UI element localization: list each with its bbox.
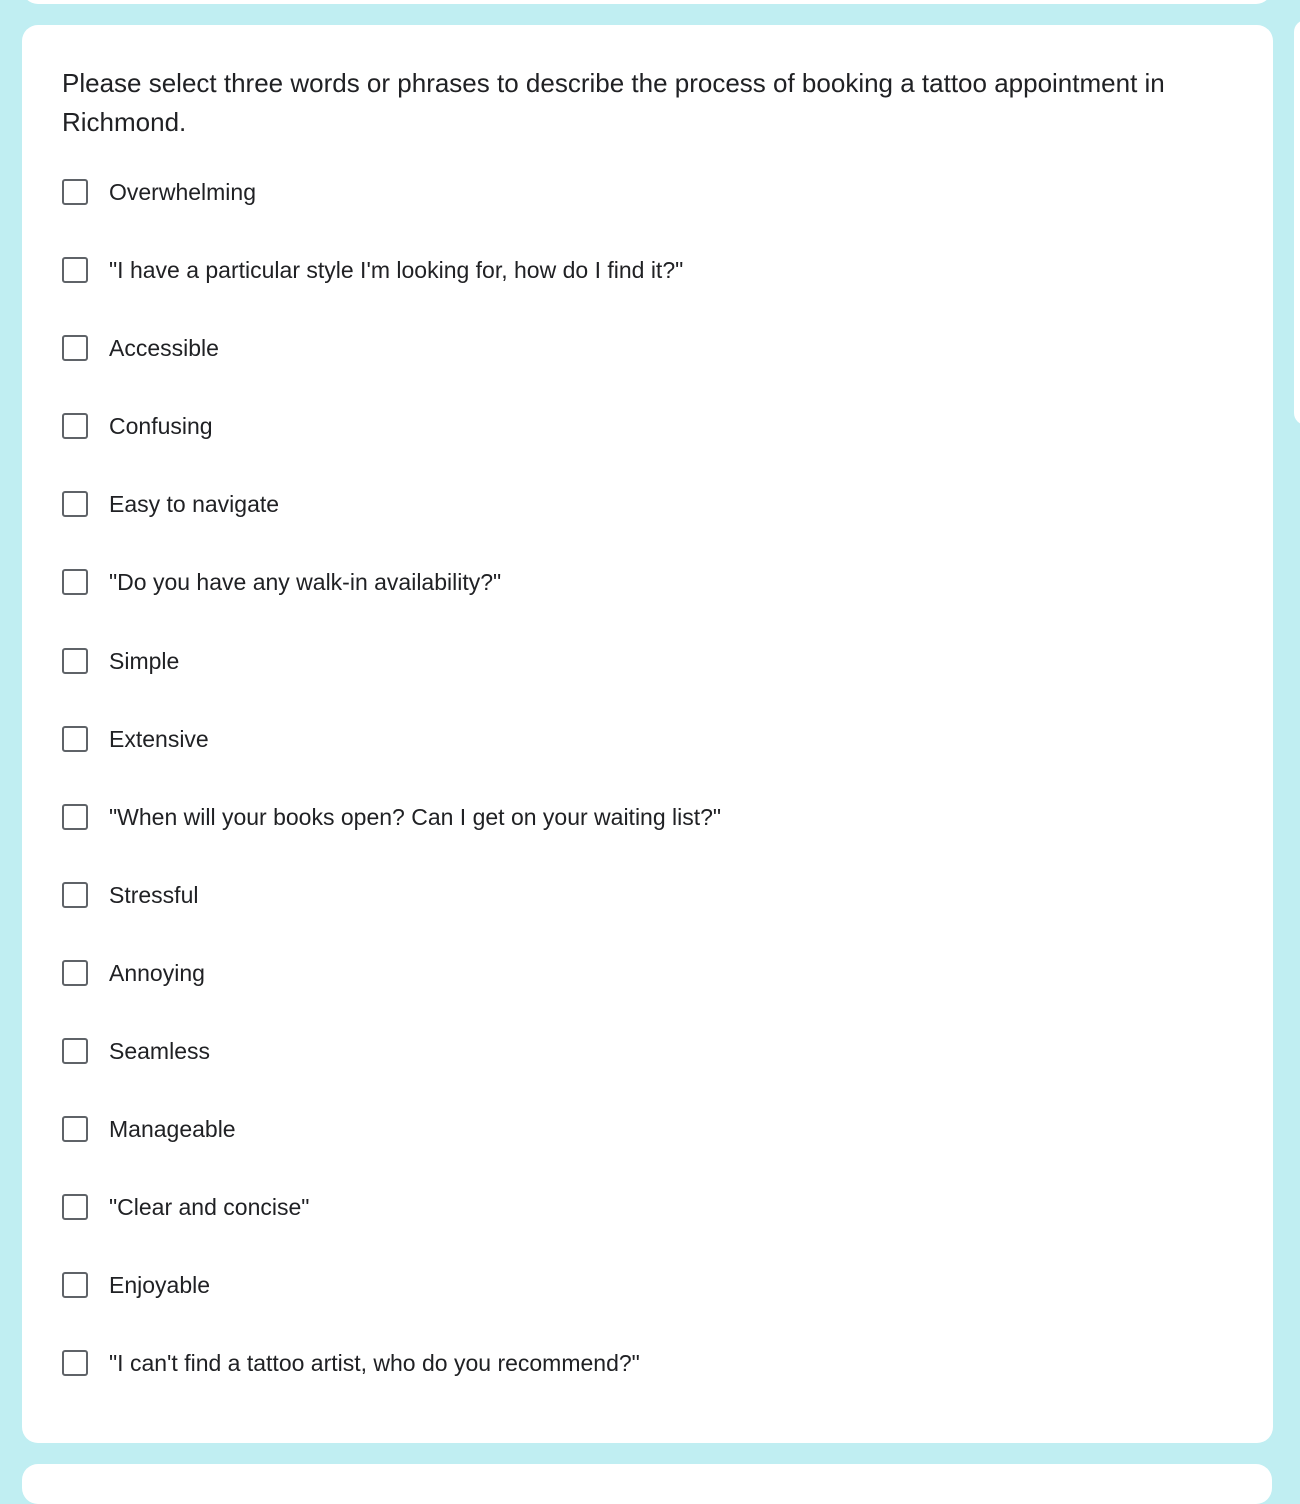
checkbox[interactable] <box>62 179 88 205</box>
option-label: "I have a particular style I'm looking for, how do I find it?" <box>109 257 684 284</box>
checkbox[interactable] <box>62 1116 88 1142</box>
option-stressful[interactable] <box>62 882 721 960</box>
checkbox[interactable] <box>62 726 88 752</box>
previous-question-card <box>22 0 1272 4</box>
checkbox[interactable] <box>62 804 88 830</box>
checkbox[interactable] <box>62 960 88 986</box>
option-label: Enjoyable <box>109 1272 211 1299</box>
option-easy-to-navigate[interactable] <box>62 491 721 569</box>
option-label: Overwhelming <box>109 179 256 205</box>
option-label: Simple <box>109 647 180 674</box>
option-accessible[interactable] <box>62 335 721 413</box>
checkbox[interactable] <box>62 882 88 908</box>
option-label: Stressful <box>109 881 199 908</box>
checkbox[interactable] <box>62 569 88 595</box>
checkbox[interactable] <box>62 257 88 283</box>
option-clear-and-concise[interactable] <box>62 1194 721 1272</box>
option-overwhelming[interactable] <box>62 179 721 257</box>
checkbox[interactable] <box>62 335 88 361</box>
option-simple[interactable] <box>62 648 721 726</box>
option-annoying[interactable] <box>62 960 721 1038</box>
option-label: "Do you have any walk-in availability?" <box>109 569 502 596</box>
question-title: Please select three words or phrases to describe the process of booking a tattoo appointment in Richmond. <box>62 68 1165 137</box>
option-label: Accessible <box>109 335 219 362</box>
checkbox[interactable] <box>62 491 88 517</box>
option-confusing[interactable] <box>62 413 721 491</box>
checkbox[interactable] <box>62 1194 88 1220</box>
option-particular-style[interactable] <box>62 257 721 335</box>
option-label: Confusing <box>109 413 213 440</box>
option-seamless[interactable] <box>62 1038 721 1116</box>
option-walk-in-availability[interactable] <box>62 569 721 647</box>
checkbox[interactable] <box>62 1350 88 1376</box>
option-manageable[interactable] <box>62 1116 721 1194</box>
option-label: "I can't find a tattoo artist, who do you recommend?" <box>109 1350 640 1377</box>
checkbox[interactable] <box>62 413 88 439</box>
next-question-card <box>22 1464 1272 1504</box>
side-panel-card <box>1294 20 1300 425</box>
checkbox-options-list <box>62 179 721 1429</box>
option-label: Extensive <box>109 725 209 752</box>
option-label: Seamless <box>109 1038 210 1065</box>
option-find-tattoo-artist[interactable] <box>62 1350 721 1428</box>
option-extensive[interactable] <box>62 726 721 804</box>
checkbox[interactable] <box>62 1038 88 1064</box>
option-label: "Clear and concise" <box>109 1194 310 1221</box>
option-books-open[interactable] <box>62 804 721 882</box>
option-enjoyable[interactable] <box>62 1272 721 1350</box>
option-label: Easy to navigate <box>109 491 280 518</box>
option-label: "When will your books open? Can I get on your waiting list?" <box>109 803 722 830</box>
option-label: Annoying <box>109 959 205 986</box>
checkbox[interactable] <box>62 1272 88 1298</box>
checkbox[interactable] <box>62 648 88 674</box>
question-card <box>22 25 1273 1443</box>
option-label: Manageable <box>109 1116 236 1143</box>
